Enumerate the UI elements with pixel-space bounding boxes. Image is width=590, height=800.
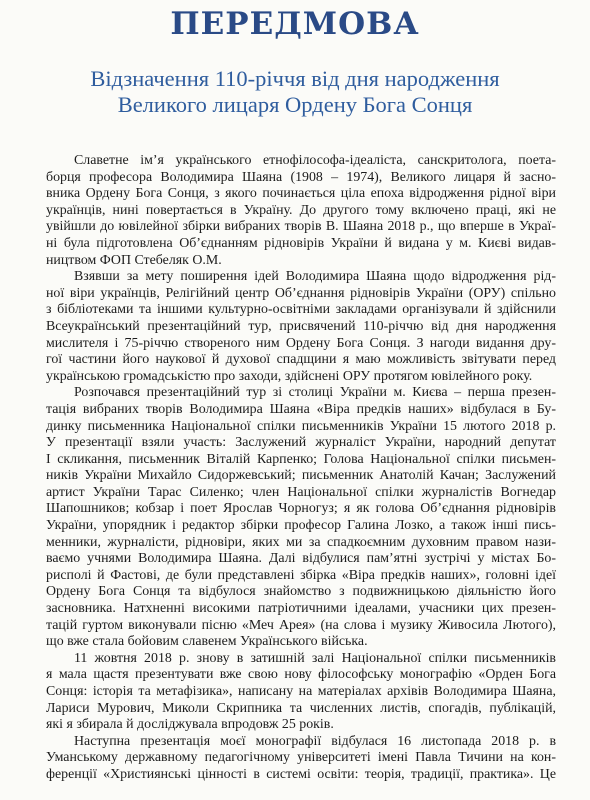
- subtitle-line: Великого лицаря Ордену Бога Сонця: [117, 92, 473, 117]
- text-line: України, упорядник і редактор збірки професор Галина Лозко, а також інші пись-: [46, 518, 556, 534]
- text-line: ференції «Християнські цінності в системі освіти: теорія, традиції, практика». Це: [46, 766, 556, 782]
- text-line: артист України Тарас Силенко; член Національної спілки журналістів Вогнедар: [46, 484, 556, 500]
- text-line: ваємо учнями Володимира Шаяна. Далі відбулися пам’ятні зустрічі у містах Бо-: [46, 551, 556, 567]
- text-line: борця професора Володимира Шаяна (1908 – 1974), Великого лицаря й засно-: [46, 169, 556, 185]
- text-line: увійшли до ювілейної збірки вибраних творів В. Шаяна 2018 р., що вперше в Украї-: [46, 219, 556, 235]
- text-line: гої частини його наукової й духової спадщини я маю можливість звітувати перед: [46, 352, 556, 368]
- text-line: Ордену Бога Сонця та відбулося знайомство з подвижницькою діяльністю його: [46, 584, 556, 600]
- text-line: Уманському державному педагогічному університеті імені Павла Тичини на кон-: [46, 750, 556, 766]
- text-line: Лариси Мурович, Миколи Скрипника та численних листів, спогадів, публікацій,: [46, 700, 556, 716]
- text-line: І скликання, письменник Віталій Карпенко; Голова Національної спілки письмен-: [46, 451, 556, 467]
- text-line: Всеукраїнський презентаційний тур, присвячений 110-річчю від дня народження: [46, 318, 556, 334]
- text-line: мислителя і 75-річчю створеного ним Ордену Бога Сонця. З нагоди видання дру-: [46, 335, 556, 351]
- text-line: динку письменника Національної спілки письменників України 15 лютого 2018 р.: [46, 418, 556, 434]
- text-line: менники, журналісти, рідновіри, яких ми за спадкоємним духовним правом нази-: [46, 534, 556, 550]
- text-line: засновника. Натхненні високими патріотичними ідеалами, учасники цих презен-: [46, 601, 556, 617]
- text-line: ництвом ФОП Стебеляк О.М.: [46, 252, 222, 268]
- text-line: тацій гуртом виконували пісню «Меч Арея» (на слова і музику Живосила Лютого),: [46, 617, 556, 633]
- text-line: з бібліотеками та іншими культурно-освітніми закладами організували й здійснили: [46, 302, 556, 318]
- text-line: Розпочався презентаційний тур зі столиці України м. Києва – перша презен-: [74, 385, 556, 401]
- text-line: я мала щастя презентувати вже свою нову філософську монографію «Орден Бога: [46, 667, 556, 683]
- page-subtitle: [0, 66, 590, 118]
- text-line: тація вибраних творів Володимира Шаяна «Віра предків наших» відбулася в Бу-: [46, 401, 556, 417]
- text-line: Сонця: історія та метафізика», написану на матеріалах архівів Володимира Шаяна,: [46, 684, 556, 699]
- text-line: вника Ордену Бога Сонця, з якого починається ціла епоха відродження рідної віри: [46, 186, 556, 202]
- text-line: Наступна презентація моєї монографії відбулася 16 листопада 2018 р. в: [74, 733, 556, 749]
- text-line: Взявши за мету поширення ідей Володимира Шаяна щодо відродження рід-: [74, 269, 556, 285]
- subtitle-line: Відзначення 110-річчя від дня народження: [90, 66, 500, 91]
- text-line: ні була підготовлена Об’єднанням рідновірів України й видана у м. Києві видав-: [46, 235, 556, 251]
- text-line: які я збирала й досліджувала впродовж 25 років.: [46, 717, 334, 733]
- text-line: що вже стала бойовим славенем Українського війська.: [46, 634, 368, 650]
- text-line: Славетне ім’я українського етнофілософа-ідеаліста, санскритолога, поета-: [74, 153, 556, 168]
- text-line: рисполі й Фастові, де були представлені збірка «Віра предків наших», головні ідеї: [46, 567, 556, 583]
- text-line: У презентації взяли участь: Заслужений журналіст України, народний депутат: [46, 435, 556, 451]
- text-line: Шапошников; кобзар і поет Ярослав Чорногуз; я як голова Об’єднання рідновірів: [46, 501, 556, 517]
- page-heading: ПЕРЕДМОВА: [170, 6, 420, 42]
- text-line: ників України Михайло Сидоржевський; письменник Анатолій Качан; Заслужений: [46, 468, 556, 484]
- text-line: українською громадськістю про заходи, здійснені ОРУ протягом ювілейного року.: [46, 368, 533, 384]
- body-text: [46, 153, 556, 784]
- text-line: 11 жовтня 2018 р. знову в затишній залі Національної спілки письменників: [74, 650, 556, 666]
- text-line: українців, нині повертається в Україну. До другого тому включено праці, які не: [46, 202, 556, 218]
- text-line: ної віри українців, Релігійний центр Об’єднання рідновірів України (ОРУ) спільно: [46, 285, 556, 301]
